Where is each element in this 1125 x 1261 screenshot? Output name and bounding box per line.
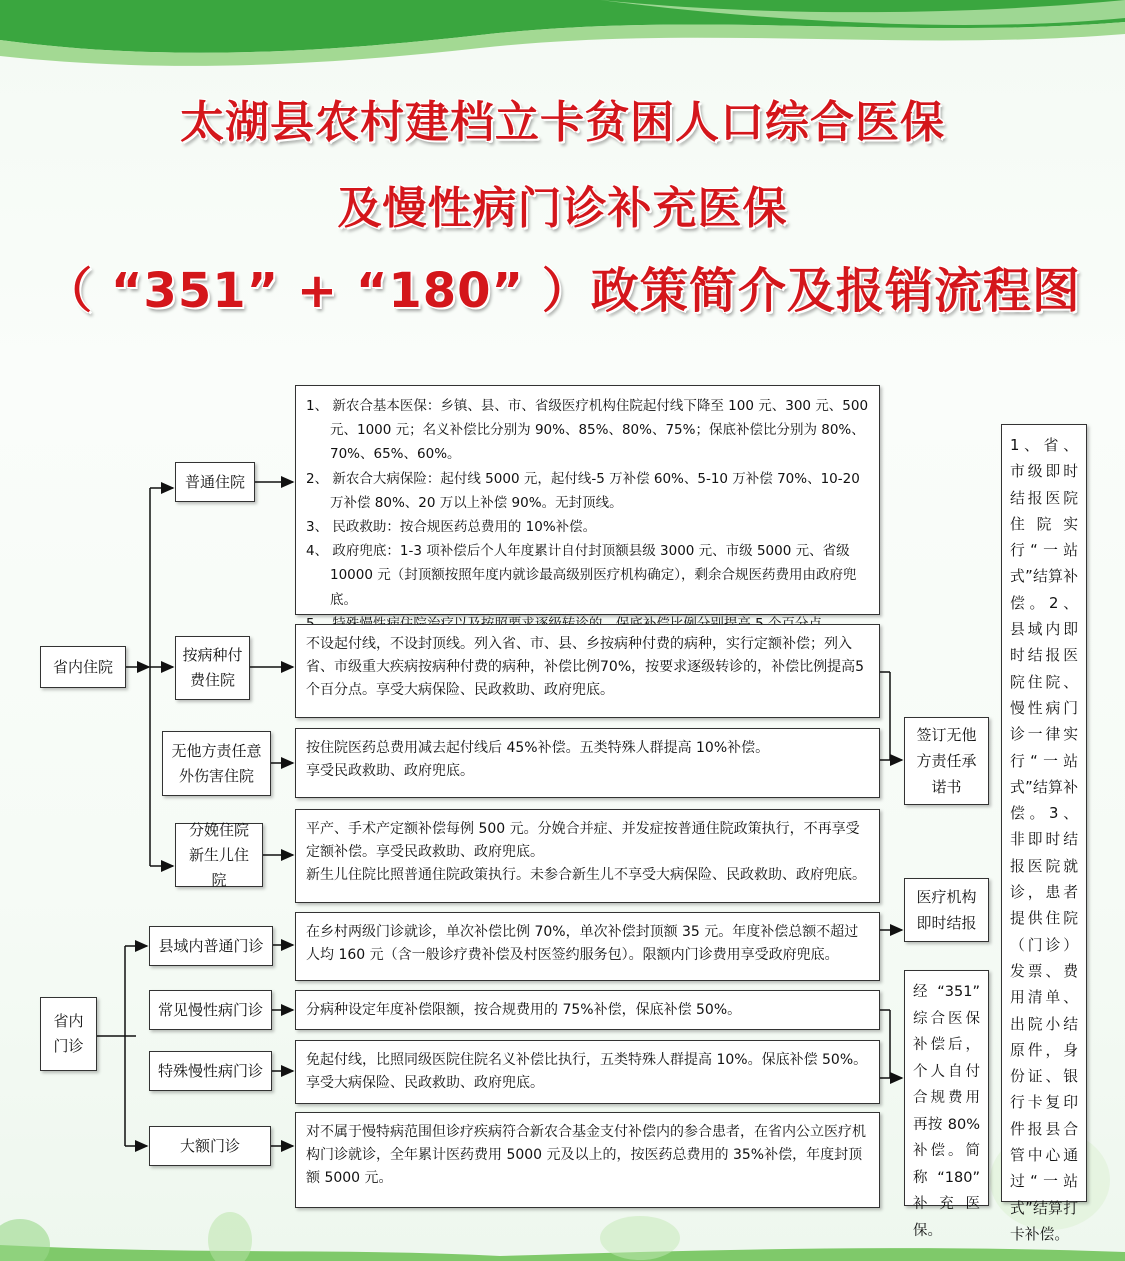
outpatient-special-chronic-details <box>295 1040 880 1104</box>
outpatient-branch-county: 县域内普通门诊 <box>149 926 273 966</box>
policy-item: 新生儿住院比照普通住院政策执行。未参合新生儿不享受大病保险、民政救助、政府兜底。 <box>306 867 866 883</box>
supplement-180-node: 经 “351” 综合医保补偿后，个人自付合规费用再按 80% 补偿。简称 “180” 补充医保。 <box>904 970 989 1206</box>
policy-item: 2、 新农合大病保险：起付线 5000 元，起付线-5 万补偿 60%、5-10 万补偿 70%、10-20 万补偿 80%、20 万以上补偿 90%。无封顶线。 <box>306 470 860 511</box>
outpatient-branch-special-chronic: 特殊慢性病门诊 <box>149 1051 272 1091</box>
inpatient-branch-accident: 无他方责任意外伤害住院 <box>162 731 271 796</box>
outpatient-chronic-details <box>295 990 880 1030</box>
inpatient-childbirth-details <box>295 809 880 903</box>
outpatient-branch-chronic: 常见慢性病门诊 <box>149 990 272 1030</box>
policy-item: 不设起付线，不设封顶线。列入省、市、县、乡按病种付费的病种，实行定额补偿；列入省、市级重大疾病按病种付费的病种，补偿比例70%，按要求逐级转诊的，补偿比例提高5个百分点。享受大病保险、民政救助、政府兜底。 <box>306 636 865 698</box>
policy-item: 对不属于慢特病范围但诊疗疾病符合新农合基金支付补偿内的参合患者，在省内公立医疗机构门诊就诊，全年累计医药费用 5000 元及以上的，按医药总费用的 35%补偿，年度封顶额 5000 元。 <box>306 1124 866 1186</box>
inpatient-accident-details <box>295 728 880 798</box>
outpatient-branch-large: 大额门诊 <box>149 1126 271 1166</box>
policy-item: 按住院医药总费用减去起付线后 45%补偿。五类特殊人群提高 10%补偿。 <box>306 740 770 756</box>
inpatient-branch-general: 普通住院 <box>175 462 255 502</box>
settlement-node: 医疗机构即时结报 <box>904 878 989 942</box>
inpatient-branch-disease-payment: 按病种付费住院 <box>175 636 250 700</box>
policy-item: 享受大病保险、民政救助、政府兜底。 <box>306 1075 544 1091</box>
policy-item: 免起付线，比照同级医院住院名义补偿比执行，五类特殊人群提高 10%。保底补偿 50%。 <box>306 1052 868 1068</box>
policy-item: 4、 政府兜底：1-3 项补偿后个人年度累计自付封顶额县级 3000 元、市级 5000 元、省级 10000 元（封顶额按照年度内就诊最高级别医疗机构确定），剩余合规医药费用由政府兜底。 <box>306 543 857 608</box>
inpatient-root-node: 省内住院 <box>40 646 126 688</box>
inpatient-general-details <box>295 385 880 615</box>
commitment-letter-node: 签订无他方责任承诺书 <box>904 717 989 805</box>
title-line-1: 太湖县农村建档立卡贫困人口综合医保 <box>180 97 945 148</box>
outpatient-root-node: 省内门诊 <box>40 997 97 1071</box>
policy-item: 享受民政救助、政府兜底。 <box>306 763 474 779</box>
title-line-3: （ “351” + “180” ）政策简介及报销流程图 <box>44 263 1081 319</box>
policy-item: 在乡村两级门诊就诊，单次补偿比例 70%，单次补偿封顶额 35 元。年度补偿总额不超过人均 160 元（含一般诊疗费补偿及村医签约服务包）。限额内门诊费用享受政府兜底。 <box>306 924 859 963</box>
inpatient-disease-payment-details <box>295 624 880 718</box>
settlement-notes: 1、省、市级即时结报医院住院实行“一站式”结算补偿。2、县域内即时结报医院住院、慢性病门诊一律实行“一站式”结算补偿。3、非即时结报医院就诊，患者提供住院（门诊）发票、费用清单、出院小结原件，身份证、银行卡复印件报县合管中心通过“一站式”结算打卡补偿。 <box>1001 424 1087 1202</box>
policy-item: 1、 新农合基本医保：乡镇、县、市、省级医疗机构住院起付线下降至 100 元、300 元、500 元、1000 元；名义补偿比分别为 90%、85%、80%、75%；保底补偿比分别为 80%、70%、65%、60%。 <box>306 398 869 463</box>
policy-item: 分病种设定年度补偿限额，按合规费用的 75%补偿，保底补偿 50%。 <box>306 1002 742 1018</box>
inpatient-branch-childbirth: 分娩住院新生儿住院 <box>175 823 263 887</box>
policy-item: 平产、手术产定额补偿每例 500 元。分娩合并症、并发症按普通住院政策执行，不再享受定额补偿。享受民政救助、政府兜底。 <box>306 821 860 860</box>
title-line-2: 及慢性病门诊补充医保 <box>337 183 788 234</box>
outpatient-county-details <box>295 912 880 981</box>
outpatient-large-details <box>295 1112 880 1208</box>
policy-item: 3、 民政救助：按合规医药总费用的 10%补偿。 <box>306 519 597 536</box>
